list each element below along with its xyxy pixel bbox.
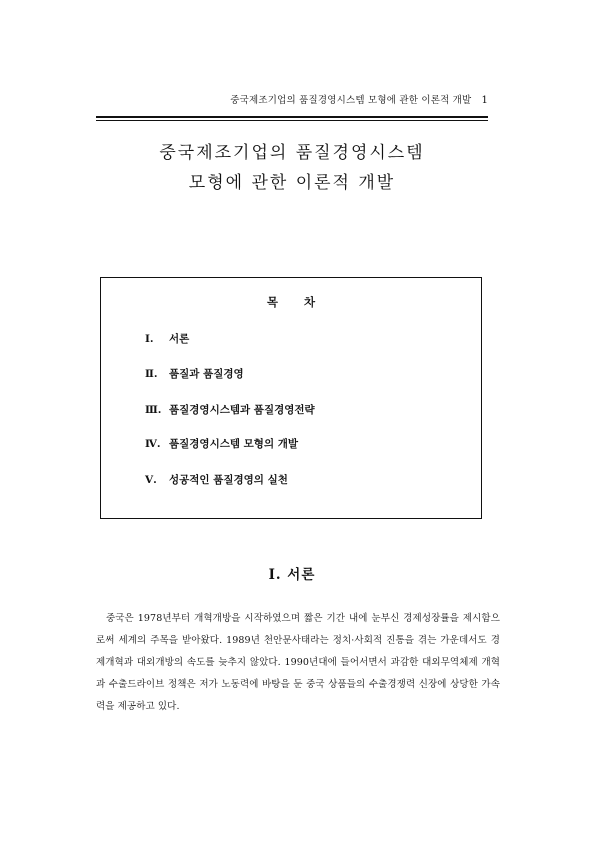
document-title-line2: 모형에 관한 이론적 개발 <box>188 173 396 193</box>
header-rule-thin <box>96 120 488 121</box>
page-number: 1 <box>481 95 488 106</box>
toc-heading: 목차 <box>266 295 342 309</box>
toc-item-label: 서론 <box>169 333 190 345</box>
toc-item-number: Ⅲ. <box>145 404 162 416</box>
toc-item <box>145 472 288 487</box>
toc-item-number: Ⅴ. <box>145 474 157 486</box>
toc-item-label: 품질경영시스템 모형의 개발 <box>169 438 299 450</box>
toc-item-label: 품질과 품질경영 <box>169 368 244 380</box>
toc-item-number: Ⅳ. <box>145 438 161 450</box>
section-title: Ⅰ. 서론 <box>268 567 316 583</box>
header-rule-thick <box>96 116 488 118</box>
running-title: 중국제조기업의 품질경영시스템 모형에 관한 이론적 개발 <box>230 95 472 106</box>
body-paragraph: 중국은 1978년부터 개혁개방을 시작하였으며 짧은 기간 내에 눈부신 경제성장률을 제시함으로써 세계의 주목을 받아왔다. 1989년 천안문사태라는 정치·사회적 진통을 겪는 가운데서도 경제개혁과 대외개방의 속도를 늦추지 않았다. 1990년대에 들어서면서 과감한 대외무역체제 개혁과 수출드라이브 정책은 저가 노동력에 바탕을 둔 중국 상품들의 수출경쟁력 신장에 상당한 가속력을 제공하고 있다. <box>96 612 500 712</box>
toc-item <box>145 436 298 451</box>
toc-item-number: Ⅱ. <box>145 368 158 380</box>
running-header <box>96 92 488 106</box>
toc-item-label: 성공적인 품질경영의 실천 <box>169 474 288 486</box>
toc-item <box>145 402 315 417</box>
toc-item <box>145 331 189 346</box>
table-of-contents <box>100 277 482 519</box>
toc-item <box>145 366 244 381</box>
document-title-line1: 중국제조기업의 품질경영시스템 <box>159 143 425 163</box>
toc-item-label: 품질경영시스템과 품질경영전략 <box>169 404 315 416</box>
toc-item-number: Ⅰ. <box>145 333 154 345</box>
